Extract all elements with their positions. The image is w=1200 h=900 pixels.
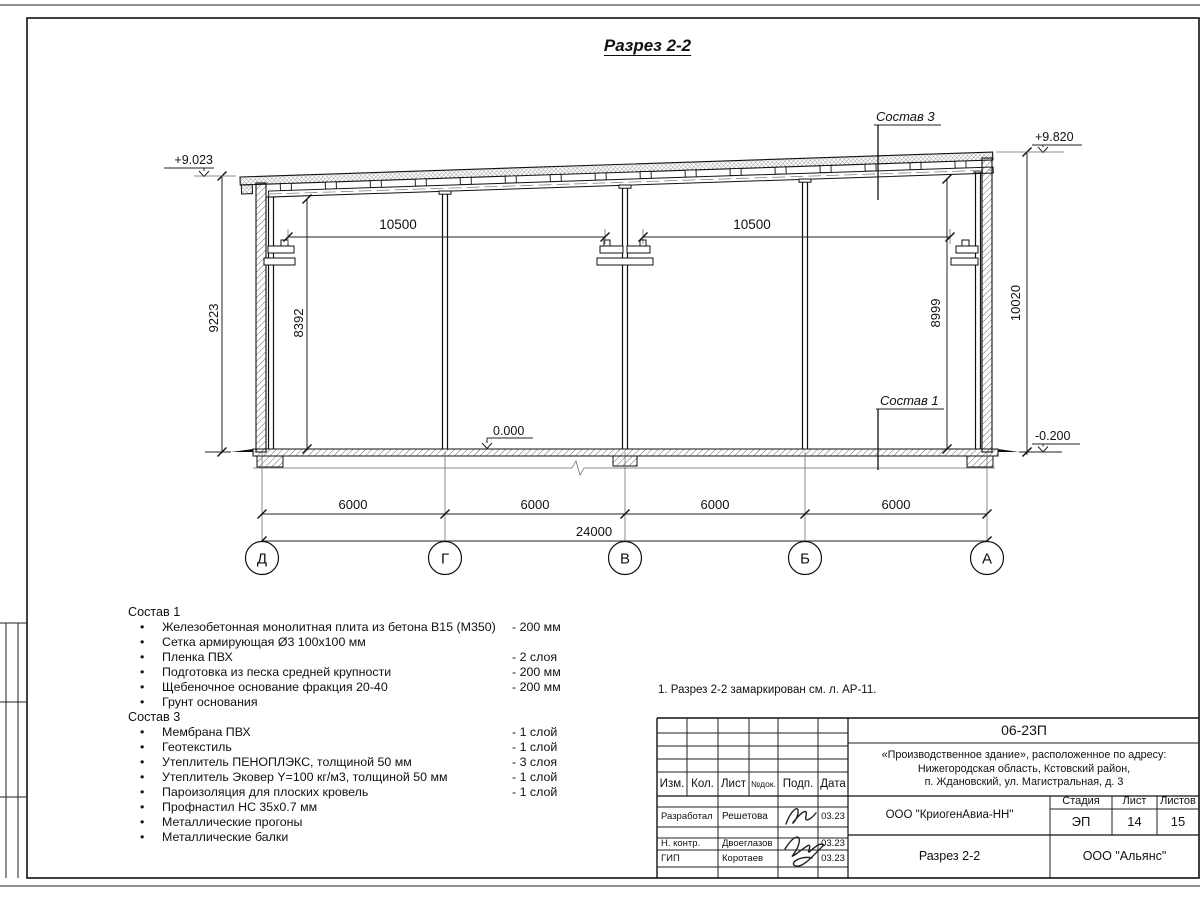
- bullet-icon: [128, 635, 162, 650]
- titleblock-name: Коротаев: [722, 852, 764, 864]
- list-item: • Пленка ПВХ - 2 слоя: [128, 650, 568, 665]
- list-item: • Профнастил НС 35x0.7 мм: [128, 800, 568, 815]
- titleblock-sheets-label: Листов: [1160, 795, 1196, 808]
- titleblock-doc-number: 06-23П: [1001, 721, 1047, 738]
- list-item: • Подготовка из песка средней крупности - 200 мм: [128, 665, 568, 680]
- bullet-icon: [128, 680, 162, 695]
- composition-lists: [128, 605, 568, 845]
- axis-label: Г: [440, 550, 450, 568]
- bullet-icon: [128, 740, 162, 755]
- titleblock-date: 03.23: [821, 811, 845, 823]
- list-item: • Утеплитель Эковер Y=100 кг/м3, толщиной 50 мм - 1 слой: [128, 770, 568, 785]
- bullet-icon: [128, 800, 162, 815]
- titleblock-name: Решетова: [722, 810, 768, 822]
- sostav1-title: Состав 1: [128, 605, 181, 619]
- dim-span-right: 10500: [733, 217, 771, 232]
- dim-bay: 6000: [700, 497, 730, 512]
- dim-span-left: 10500: [379, 217, 417, 232]
- titleblock-sheets-value: 15: [1170, 813, 1186, 829]
- bullet-icon: [128, 785, 162, 800]
- crane-brackets: [264, 240, 978, 265]
- project-line: п. Ждановский, ул. Магистральная, д. 3: [924, 776, 1124, 789]
- axis-label: В: [619, 550, 631, 568]
- bullet-icon: [128, 815, 162, 830]
- axis-label: Б: [800, 550, 810, 568]
- bullet-icon: [128, 830, 162, 845]
- elevation-top-left: +9.023: [174, 153, 213, 167]
- callout-floor: Состав 1: [880, 393, 939, 408]
- bullet-icon: [128, 620, 162, 635]
- bullet-icon: [128, 770, 162, 785]
- list-item: • Утеплитель ПЕНОПЛЭКС, толщиной 50 мм - 3 слоя: [128, 755, 568, 770]
- bullet-icon: [128, 695, 162, 710]
- axis-label: А: [981, 550, 993, 568]
- titleblock-sheet-label: Лист: [1122, 795, 1147, 808]
- titleblock-role: Н. контр.: [661, 838, 701, 850]
- list-item: • Железобетонная монолитная плита из бетона В15 (М350) - 200 мм: [128, 620, 568, 635]
- titleblock-role: ГИП: [661, 852, 680, 864]
- elevation-top-right: +9.820: [1035, 130, 1074, 144]
- titleblock-col-kol: Кол.: [691, 777, 714, 790]
- titleblock-stage-label: Стадия: [1062, 795, 1100, 808]
- titleblock-col-izm: Изм.: [659, 777, 685, 790]
- titleblock-date: 03.23: [821, 852, 845, 864]
- dim-height-left-inner: 8392: [291, 308, 306, 338]
- titleblock-col-doc: №док.: [751, 778, 776, 789]
- sostav3-title: Состав 3: [128, 710, 181, 724]
- titleblock-col-podp: Подп.: [782, 777, 814, 790]
- project-line: «Производственное здание», расположенное по адресу:: [881, 749, 1167, 762]
- sheet-note: 1. Разрез 2-2 замаркирован см. л. АР-11.: [658, 684, 877, 696]
- dim-bay: 6000: [338, 497, 368, 512]
- floor-slab: [205, 449, 1062, 475]
- list-item: • Геотекстиль - 1 слой: [128, 740, 568, 755]
- dim-height-right-inner: 8999: [928, 298, 943, 328]
- dim-bay: 6000: [520, 497, 550, 512]
- bullet-icon: [128, 725, 162, 740]
- dim-bay: 6000: [881, 497, 911, 512]
- titleblock-org: ООО "Альянс": [1082, 848, 1167, 863]
- axis-bubbles: [246, 542, 1004, 575]
- list-item: • Металлические прогоны: [128, 815, 568, 830]
- list-item: • Сетка армирующая Ø3 100x100 мм: [128, 635, 568, 650]
- roof-assembly: [240, 152, 993, 198]
- elevation-bottom-right: -0.200: [1035, 429, 1071, 443]
- titleblock-name: Двоеглазов: [722, 838, 773, 850]
- titleblock-date: 03.23: [821, 838, 845, 850]
- list-item: • Щебеночное основание фракция 20-40 - 200 мм: [128, 680, 568, 695]
- titleblock-col-list: Лист: [721, 777, 746, 790]
- titleblock-sheet-value: 14: [1127, 813, 1142, 829]
- view-title: Разрез 2-2: [603, 36, 692, 55]
- project-line: Нижегородская область, Кстовский район,: [917, 762, 1131, 775]
- list-item: • Грунт основания: [128, 695, 568, 710]
- callout-roof: Состав 3: [876, 109, 935, 124]
- list-item: • Мембрана ПВХ - 1 слой: [128, 725, 568, 740]
- titleblock-stage-value: ЭП: [1071, 813, 1091, 829]
- dimension-lines: [218, 148, 1032, 546]
- titleblock-role: Разработал: [661, 811, 713, 823]
- bullet-icon: [128, 650, 162, 665]
- dim-height-left-outer: 9223: [206, 303, 221, 333]
- list-item: • Металлические балки: [128, 830, 568, 845]
- axis-label: Д: [256, 550, 268, 568]
- list-item: • Пароизоляция для плоских кровель - 1 слой: [128, 785, 568, 800]
- signature-razrabotal: [786, 809, 816, 824]
- dim-total: 24000: [575, 524, 613, 539]
- titleblock-col-data: Дата: [820, 777, 846, 790]
- dim-height-right-outer: 10020: [1008, 284, 1023, 322]
- bullet-icon: [128, 755, 162, 770]
- bullet-icon: [128, 665, 162, 680]
- titleblock-section-title: Разрез 2-2: [918, 848, 981, 863]
- titleblock-company: ООО "КриогенАвиа-НН": [885, 809, 1014, 822]
- elevation-floor: 0.000: [493, 424, 525, 438]
- titleblock-project: [849, 744, 1199, 795]
